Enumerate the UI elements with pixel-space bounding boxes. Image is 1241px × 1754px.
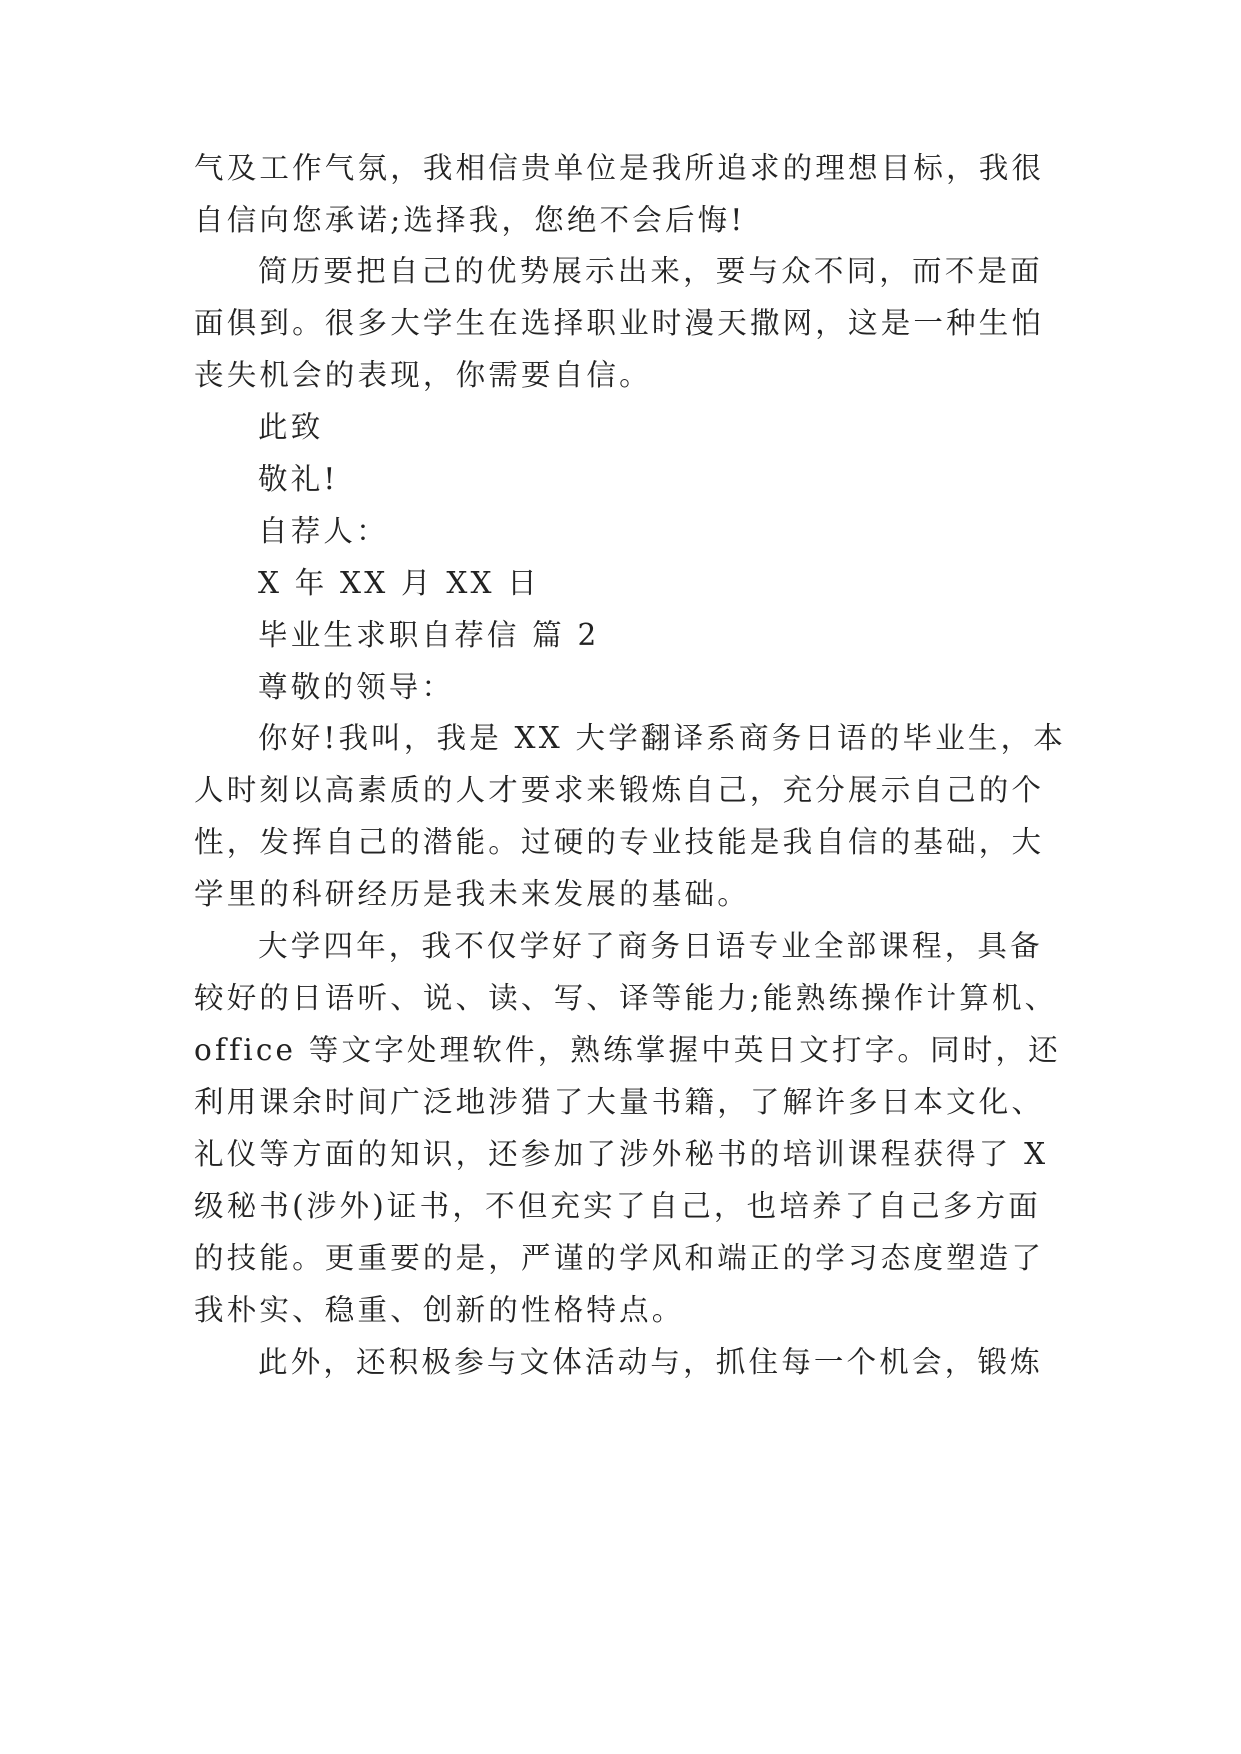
signature-label: 自荐人：: [258, 514, 389, 548]
text-line: office 等文字处理软件，熟练掌握中英日文打字。同时，还: [194, 1033, 1061, 1067]
text-line: 我朴实、稳重、创新的性格特点。: [194, 1293, 685, 1327]
text-line: 级秘书(涉外)证书，不但充实了自己，也培养了自己多方面: [194, 1189, 1041, 1223]
text-line: 性，发挥自己的潜能。过硬的专业技能是我自信的基础，大: [194, 825, 1045, 859]
closing-regards: 敬礼!: [258, 462, 339, 496]
text-line: 丧失机会的表现，你需要自信。: [194, 358, 652, 392]
section-heading: 毕业生求职自荐信 篇 2: [258, 618, 600, 652]
paragraph-first-line: 此外，还积极参与文体活动与，抓住每一个机会，锻炼: [258, 1345, 1043, 1379]
text-line: 人时刻以高素质的人才要求来锻炼自己，充分展示自己的个: [194, 773, 1045, 807]
text-line: 自信向您承诺;选择我，您绝不会后悔!: [194, 203, 746, 237]
paragraph-first-line: 简历要把自己的优势展示出来，要与众不同，而不是面: [258, 254, 1043, 288]
text-line: 的技能。更重要的是，严谨的学风和端正的学习态度塑造了: [194, 1241, 1045, 1275]
text-line: 气及工作气氛，我相信贵单位是我所追求的理想目标，我很: [194, 151, 1045, 185]
paragraph-first-line: 你好!我叫，我是 XX 大学翻译系商务日语的毕业生，本: [258, 721, 1067, 755]
text-line: 较好的日语听、说、读、写、译等能力;能熟练操作计算机、: [194, 981, 1058, 1015]
text-line: 学里的科研经历是我未来发展的基础。: [194, 877, 750, 911]
greeting: 尊敬的领导：: [258, 670, 455, 704]
text-line: 礼仪等方面的知识，还参加了涉外秘书的培训课程获得了 X: [194, 1137, 1049, 1171]
text-line: 面俱到。很多大学生在选择职业时漫天撒网，这是一种生怕: [194, 306, 1045, 340]
signature-date: X 年 XX 月 XX 日: [258, 566, 540, 600]
text-line: 利用课余时间广泛地涉猎了大量书籍，了解许多日本文化、: [194, 1085, 1045, 1119]
paragraph-first-line: 大学四年，我不仅学好了商务日语专业全部课程，具备: [258, 929, 1043, 963]
closing-salutation: 此致: [258, 410, 324, 444]
